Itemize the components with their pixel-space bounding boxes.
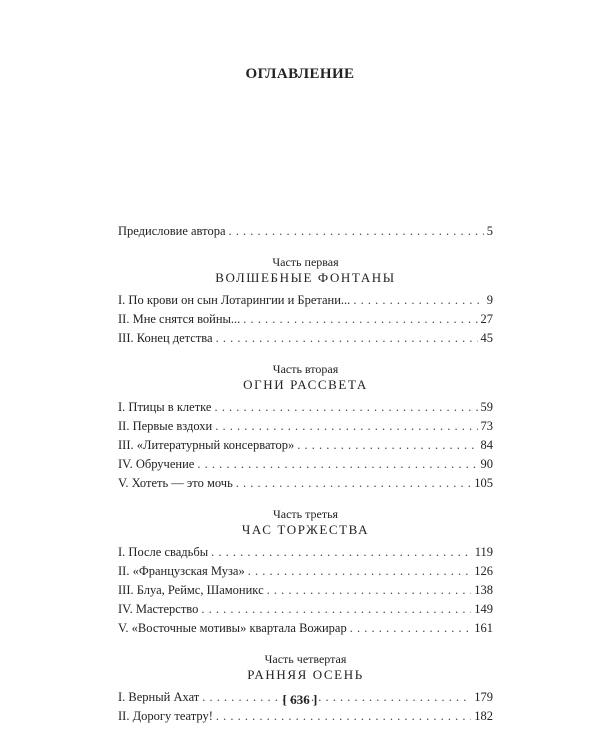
toc-entry[interactable] [118, 329, 493, 348]
toc-entry[interactable] [118, 291, 493, 310]
dot-leader [229, 222, 484, 241]
entry-page: 149 [474, 602, 493, 616]
toc-entry[interactable] [118, 619, 493, 638]
toc-entry-preface[interactable] [118, 222, 493, 241]
dot-leader [353, 291, 483, 310]
dot-leader [197, 455, 477, 474]
dot-leader [216, 707, 471, 726]
dot-leader [267, 581, 472, 600]
entry-page: 138 [474, 583, 493, 597]
dot-leader [236, 474, 471, 493]
dot-leader [297, 436, 477, 455]
entry-page: 45 [480, 331, 493, 345]
part-heading-1 [118, 255, 493, 286]
toc-entry[interactable] [118, 707, 493, 726]
part-heading-3 [118, 507, 493, 538]
part-label: Часть первая [272, 255, 339, 269]
page-number: [ 636 ] [282, 692, 318, 707]
entry-page: 126 [474, 564, 493, 578]
part-title: РАННЯЯ ОСЕНЬ [247, 667, 364, 682]
entry-title: II. Первые вздохи [118, 419, 213, 433]
part-label: Часть третья [272, 507, 339, 521]
entry-page: 73 [480, 419, 493, 433]
part-heading-4 [118, 652, 493, 683]
entry-title: II. «Французская Муза» [118, 564, 245, 578]
toc-entry[interactable] [118, 436, 493, 455]
entry-page: 179 [474, 690, 493, 704]
toc-entry[interactable] [118, 417, 493, 436]
entry-title: I. Верный Ахат [118, 690, 200, 704]
entry-title: Предисловие автора [118, 224, 226, 238]
entry-title: I. После свадьбы [118, 545, 209, 559]
toc-entry[interactable] [118, 562, 493, 581]
entry-page: 27 [480, 312, 493, 326]
entry-title: III. «Литературный консерватор» [118, 438, 295, 452]
dot-leader [350, 619, 472, 638]
entry-title: V. «Восточные мотивы» квартала Вожирар [118, 621, 347, 635]
entry-page: 5 [486, 224, 493, 238]
toc-entry[interactable] [118, 310, 493, 329]
entry-title: I. По крови он сын Лотарингии и Бретани... [118, 293, 351, 307]
entry-page: 9 [486, 293, 493, 307]
toc-entry[interactable] [118, 600, 493, 619]
part-label: Часть вторая [272, 362, 339, 376]
entry-page: 90 [480, 457, 493, 471]
entry-page: 182 [474, 709, 493, 723]
toc-entry[interactable] [118, 543, 493, 562]
entry-page: 119 [474, 545, 493, 559]
entry-page: 105 [474, 476, 493, 490]
table-of-contents [118, 222, 493, 726]
entry-title: I. Птицы в клетке [118, 400, 212, 414]
dot-leader [214, 398, 477, 417]
entry-title: IV. Обручение [118, 457, 195, 471]
part-title: ОГНИ РАССВЕТА [243, 377, 368, 392]
dot-leader [211, 543, 472, 562]
entry-page: 59 [480, 400, 493, 414]
entry-title: III. Конец детства [118, 331, 213, 345]
entry-title: V. Хотеть — это мочь [118, 476, 233, 490]
entry-page: 161 [474, 621, 493, 635]
entry-title: II. Дорогу театру! [118, 709, 213, 723]
dot-leader [215, 417, 477, 436]
entry-page: 84 [480, 438, 493, 452]
toc-entry[interactable] [118, 455, 493, 474]
dot-leader [243, 310, 477, 329]
part-title: ВОЛШЕБНЫЕ ФОНТАНЫ [215, 270, 396, 285]
part-title: ЧАС ТОРЖЕСТВА [241, 522, 370, 537]
entry-title: II. Мне снятся войны... [118, 312, 241, 326]
dot-leader [248, 562, 472, 581]
dot-leader [216, 329, 478, 348]
toc-entry[interactable] [118, 581, 493, 600]
page-title: ОГЛАВЛЕНИЕ [245, 66, 355, 82]
part-heading-2 [118, 362, 493, 393]
toc-entry[interactable] [118, 398, 493, 417]
entry-title: IV. Мастерство [118, 602, 199, 616]
entry-title: III. Блуа, Реймс, Шамоникс [118, 583, 264, 597]
part-label: Часть четвертая [264, 652, 347, 666]
toc-entry[interactable] [118, 474, 493, 493]
dot-leader [201, 600, 471, 619]
